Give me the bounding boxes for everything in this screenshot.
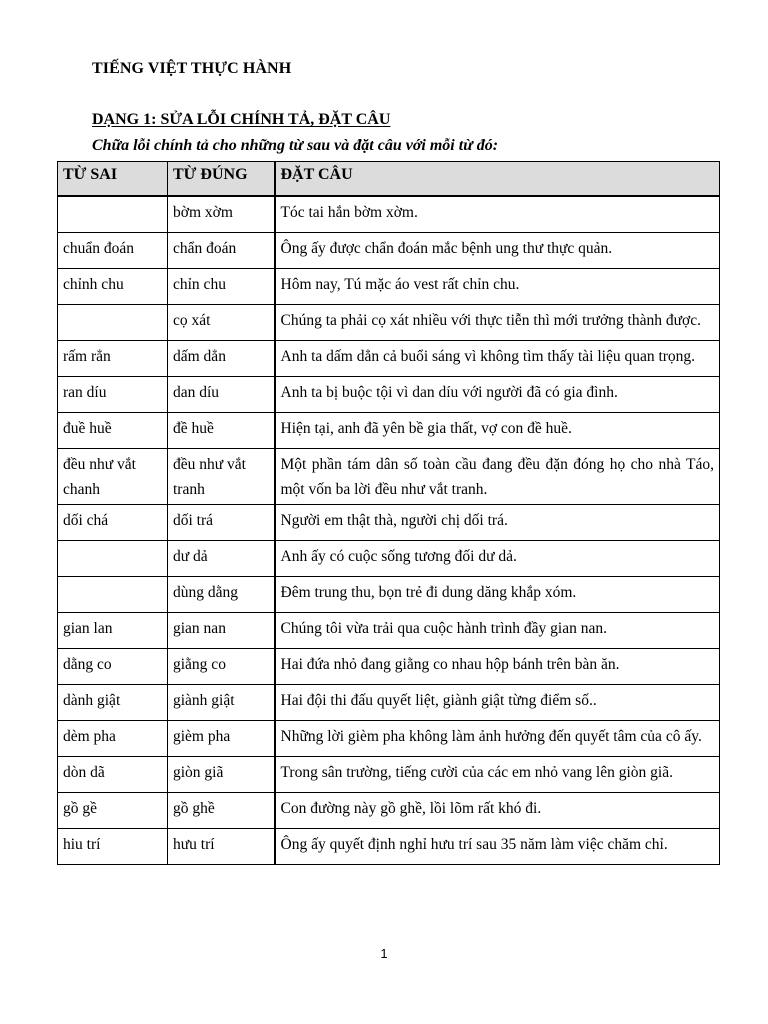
cell-sentence: Anh ta bị buộc tội vì dan díu với người đã có gia đình. bbox=[275, 377, 720, 413]
cell-correct-word: giằng co bbox=[168, 649, 275, 685]
cell-correct-word: cọ xát bbox=[168, 305, 275, 341]
cell-correct-word: dan díu bbox=[168, 377, 275, 413]
cell-sentence: Ông ấy được chẩn đoán mắc bệnh ung thư thực quản. bbox=[275, 233, 720, 269]
spelling-table bbox=[57, 161, 720, 865]
cell-wrong-word: ran díu bbox=[58, 377, 168, 413]
cell-correct-word: hưu trí bbox=[168, 829, 275, 865]
cell-correct-word: gồ ghề bbox=[168, 793, 275, 829]
cell-sentence: Anh ta dấm dẳn cả buổi sáng vì không tìm thấy tài liệu quan trọng. bbox=[275, 341, 720, 377]
cell-wrong-word: đuề huề bbox=[58, 413, 168, 449]
cell-sentence: Con đường này gồ ghề, lồi lõm rất khó đi. bbox=[275, 793, 720, 829]
cell-sentence: Hai đứa nhỏ đang giằng co nhau hộp bánh trên bàn ăn. bbox=[275, 649, 720, 685]
cell-correct-word: đề huề bbox=[168, 413, 275, 449]
cell-wrong-word bbox=[58, 196, 168, 233]
cell-wrong-word: dằng co bbox=[58, 649, 168, 685]
section-title: DẠNG 1: SỬA LỖI CHÍNH TẢ, ĐẶT CÂU bbox=[92, 111, 391, 128]
table-row bbox=[58, 269, 720, 305]
cell-sentence: Một phần tám dân số toàn cầu đang đều đặn đóng họ cho nhà Táo, một vốn ba lời đều như vắt tranh. bbox=[275, 449, 720, 505]
cell-wrong-word: dành giật bbox=[58, 685, 168, 721]
table-body bbox=[58, 196, 720, 865]
cell-wrong-word: dèm pha bbox=[58, 721, 168, 757]
cell-correct-word: chỉn chu bbox=[168, 269, 275, 305]
header-correct-word: TỪ ĐÚNG bbox=[168, 162, 275, 197]
table-row bbox=[58, 505, 720, 541]
cell-correct-word: bờm xờm bbox=[168, 196, 275, 233]
table-row bbox=[58, 721, 720, 757]
cell-correct-word: dối trá bbox=[168, 505, 275, 541]
cell-wrong-word: đều như vắt chanh bbox=[58, 449, 168, 505]
cell-wrong-word: gian lan bbox=[58, 613, 168, 649]
table-row bbox=[58, 541, 720, 577]
cell-correct-word: giòn giã bbox=[168, 757, 275, 793]
cell-sentence: Chúng tôi vừa trải qua cuộc hành trình đầy gian nan. bbox=[275, 613, 720, 649]
table-header-row bbox=[58, 162, 720, 197]
cell-correct-word: dư dả bbox=[168, 541, 275, 577]
table-row bbox=[58, 649, 720, 685]
table-row bbox=[58, 377, 720, 413]
cell-sentence: Ông ấy quyết định nghỉ hưu trí sau 35 năm làm việc chăm chỉ. bbox=[275, 829, 720, 865]
cell-wrong-word: dối chá bbox=[58, 505, 168, 541]
cell-correct-word: đều như vắt tranh bbox=[168, 449, 275, 505]
cell-wrong-word: hiu trí bbox=[58, 829, 168, 865]
table-row bbox=[58, 449, 720, 505]
cell-sentence: Người em thật thà, người chị dối trá. bbox=[275, 505, 720, 541]
page-number: 1 bbox=[380, 946, 388, 961]
cell-sentence: Hiện tại, anh đã yên bề gia thất, vợ con đề huề. bbox=[275, 413, 720, 449]
cell-wrong-word: rấm rẳn bbox=[58, 341, 168, 377]
cell-wrong-word bbox=[58, 577, 168, 613]
page-title: TIẾNG VIỆT THỰC HÀNH bbox=[92, 60, 292, 77]
table-row bbox=[58, 685, 720, 721]
cell-wrong-word bbox=[58, 305, 168, 341]
cell-wrong-word: gồ gề bbox=[58, 793, 168, 829]
cell-correct-word: giành giật bbox=[168, 685, 275, 721]
cell-sentence: Trong sân trường, tiếng cười của các em nhỏ vang lên giòn giã. bbox=[275, 757, 720, 793]
cell-sentence: Hôm nay, Tú mặc áo vest rất chỉn chu. bbox=[275, 269, 720, 305]
cell-wrong-word: chỉnh chu bbox=[58, 269, 168, 305]
table-row bbox=[58, 196, 720, 233]
cell-wrong-word: chuẩn đoán bbox=[58, 233, 168, 269]
instruction-text: Chữa lỗi chính tả cho những từ sau và đặt câu với mỗi từ đó: bbox=[92, 137, 499, 154]
table-row bbox=[58, 233, 720, 269]
cell-sentence: Chúng ta phải cọ xát nhiều với thực tiễn thì mới trưởng thành được. bbox=[275, 305, 720, 341]
cell-sentence: Tóc tai hắn bờm xờm. bbox=[275, 196, 720, 233]
header-wrong-word: TỪ SAI bbox=[58, 162, 168, 197]
table-row bbox=[58, 829, 720, 865]
table-row bbox=[58, 613, 720, 649]
header-sentence: ĐẶT CÂU bbox=[275, 162, 720, 197]
cell-correct-word: dấm dẳn bbox=[168, 341, 275, 377]
cell-correct-word: dùng dằng bbox=[168, 577, 275, 613]
cell-correct-word: gièm pha bbox=[168, 721, 275, 757]
cell-wrong-word bbox=[58, 541, 168, 577]
cell-sentence: Anh ấy có cuộc sống tương đối dư dả. bbox=[275, 541, 720, 577]
cell-wrong-word: dòn dã bbox=[58, 757, 168, 793]
cell-sentence: Những lời gièm pha không làm ảnh hưởng đến quyết tâm của cô ấy. bbox=[275, 721, 720, 757]
table-row bbox=[58, 757, 720, 793]
table-row bbox=[58, 305, 720, 341]
table-row bbox=[58, 413, 720, 449]
cell-sentence: Đêm trung thu, bọn trẻ đi dung dăng khắp xóm. bbox=[275, 577, 720, 613]
cell-correct-word: chẩn đoán bbox=[168, 233, 275, 269]
table-row bbox=[58, 793, 720, 829]
table-row bbox=[58, 577, 720, 613]
table-row bbox=[58, 341, 720, 377]
cell-correct-word: gian nan bbox=[168, 613, 275, 649]
cell-sentence: Hai đội thi đấu quyết liệt, giành giật từng điểm số.. bbox=[275, 685, 720, 721]
